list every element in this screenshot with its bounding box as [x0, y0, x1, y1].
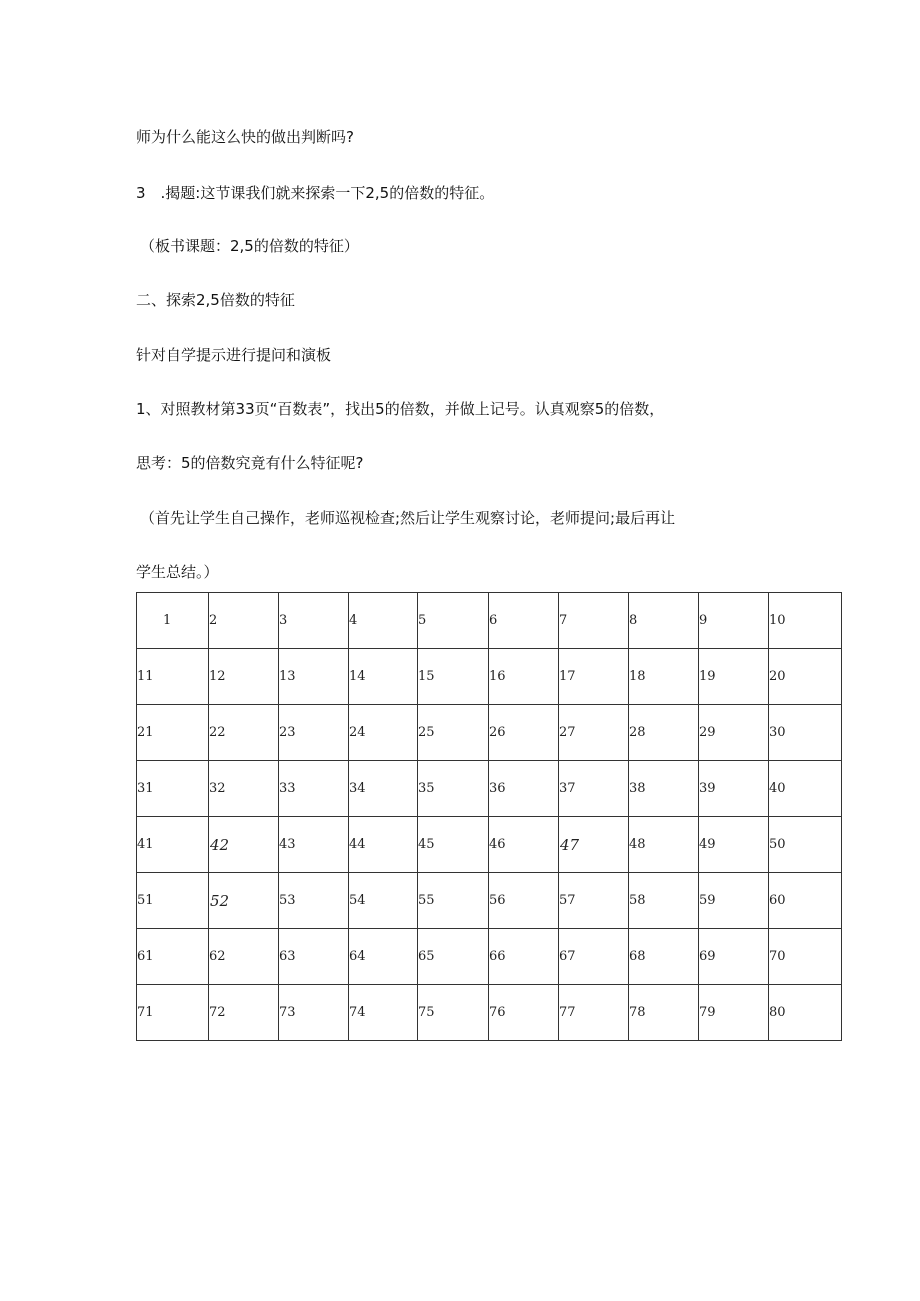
table-cell: 79: [699, 985, 769, 1041]
table-row: [137, 705, 842, 761]
table-cell: 40: [769, 761, 842, 817]
paragraph-6: 1、对照教材第33页“百数表”，找出5的倍数，并做上记号。认真观察5的倍数，: [136, 400, 665, 418]
table-cell: 44: [349, 817, 418, 873]
table-cell: 20: [769, 649, 842, 705]
table-cell: 32: [209, 761, 279, 817]
table-row: [137, 761, 842, 817]
table-cell: 6: [489, 593, 559, 649]
table-row: [137, 929, 842, 985]
table-cell: 37: [559, 761, 629, 817]
paragraph-9: 学生总结。）: [136, 563, 219, 581]
table-cell: 43: [279, 817, 349, 873]
table-cell: 80: [769, 985, 842, 1041]
table-cell: 72: [209, 985, 279, 1041]
table-cell: 10: [769, 593, 842, 649]
section-heading: 二、探索2,5倍数的特征: [136, 291, 295, 309]
table-cell: 57: [559, 873, 629, 929]
paragraph-7: 思考：5的倍数究竟有什么特征呢?: [136, 454, 364, 472]
table-cell: 62: [209, 929, 279, 985]
table-cell: 63: [279, 929, 349, 985]
table-cell: 24: [349, 705, 418, 761]
table-cell: 15: [418, 649, 489, 705]
table-cell: 30: [769, 705, 842, 761]
table-cell: 52: [209, 873, 279, 929]
table-cell: 42: [209, 817, 279, 873]
table-cell: 71: [137, 985, 209, 1041]
table-cell: 55: [418, 873, 489, 929]
table-cell: 17: [559, 649, 629, 705]
table-cell: 78: [629, 985, 699, 1041]
paragraph-8: （首先让学生自己操作，老师巡视检查;然后让学生观察讨论，老师提问;最后再让: [140, 509, 676, 527]
table-cell: 76: [489, 985, 559, 1041]
table-cell: 74: [349, 985, 418, 1041]
table-row: [137, 985, 842, 1041]
table-cell: 69: [699, 929, 769, 985]
table-cell: 12: [209, 649, 279, 705]
table-cell: 61: [137, 929, 209, 985]
paragraph-3: （板书课题：2,5的倍数的特征）: [140, 237, 359, 255]
table-cell: 51: [137, 873, 209, 929]
table-cell: 41: [137, 817, 209, 873]
table-cell: 23: [279, 705, 349, 761]
table-row: [137, 593, 842, 649]
table-cell: 73: [279, 985, 349, 1041]
table-cell: 34: [349, 761, 418, 817]
table-cell: 14: [349, 649, 418, 705]
table-cell: 16: [489, 649, 559, 705]
table-cell: 7: [559, 593, 629, 649]
table-cell: 13: [279, 649, 349, 705]
table-cell: 35: [418, 761, 489, 817]
table-row: [137, 873, 842, 929]
table-cell: 47: [559, 817, 629, 873]
table-cell: 8: [629, 593, 699, 649]
table-cell: 65: [418, 929, 489, 985]
table-row: [137, 649, 842, 705]
table-cell: 28: [629, 705, 699, 761]
table-cell: 75: [418, 985, 489, 1041]
table-cell: 21: [137, 705, 209, 761]
table-cell: 50: [769, 817, 842, 873]
table-cell: 2: [209, 593, 279, 649]
table-cell: 5: [418, 593, 489, 649]
table-cell: 25: [418, 705, 489, 761]
table-cell: 66: [489, 929, 559, 985]
table-cell: 22: [209, 705, 279, 761]
table-cell: 54: [349, 873, 418, 929]
table-cell: 36: [489, 761, 559, 817]
paragraph-2: 3 .揭题:这节课我们就来探索一下2,5的倍数的特征。: [136, 184, 495, 202]
table-cell: 26: [489, 705, 559, 761]
table-cell: 60: [769, 873, 842, 929]
table-cell: 46: [489, 817, 559, 873]
table-cell: 53: [279, 873, 349, 929]
table-cell: 1: [137, 593, 209, 649]
table-cell: 48: [629, 817, 699, 873]
table-cell: 56: [489, 873, 559, 929]
table-cell: 31: [137, 761, 209, 817]
table-cell: 64: [349, 929, 418, 985]
table-cell: 59: [699, 873, 769, 929]
paragraph-1: 师为什么能这么快的做出判断吗?: [136, 128, 354, 146]
table-cell: 33: [279, 761, 349, 817]
table-cell: 68: [629, 929, 699, 985]
table-row: [137, 817, 842, 873]
table-cell: 39: [699, 761, 769, 817]
paragraph-5: 针对自学提示进行提问和演板: [136, 346, 332, 364]
table-cell: 77: [559, 985, 629, 1041]
hundred-table: [136, 592, 842, 1041]
table-cell: 3: [279, 593, 349, 649]
table-cell: 27: [559, 705, 629, 761]
table-cell: 11: [137, 649, 209, 705]
table-cell: 58: [629, 873, 699, 929]
table-cell: 9: [699, 593, 769, 649]
table-cell: 4: [349, 593, 418, 649]
table-cell: 67: [559, 929, 629, 985]
table-cell: 19: [699, 649, 769, 705]
table-cell: 49: [699, 817, 769, 873]
table-cell: 45: [418, 817, 489, 873]
table-cell: 18: [629, 649, 699, 705]
table-cell: 38: [629, 761, 699, 817]
table-cell: 70: [769, 929, 842, 985]
table-cell: 29: [699, 705, 769, 761]
